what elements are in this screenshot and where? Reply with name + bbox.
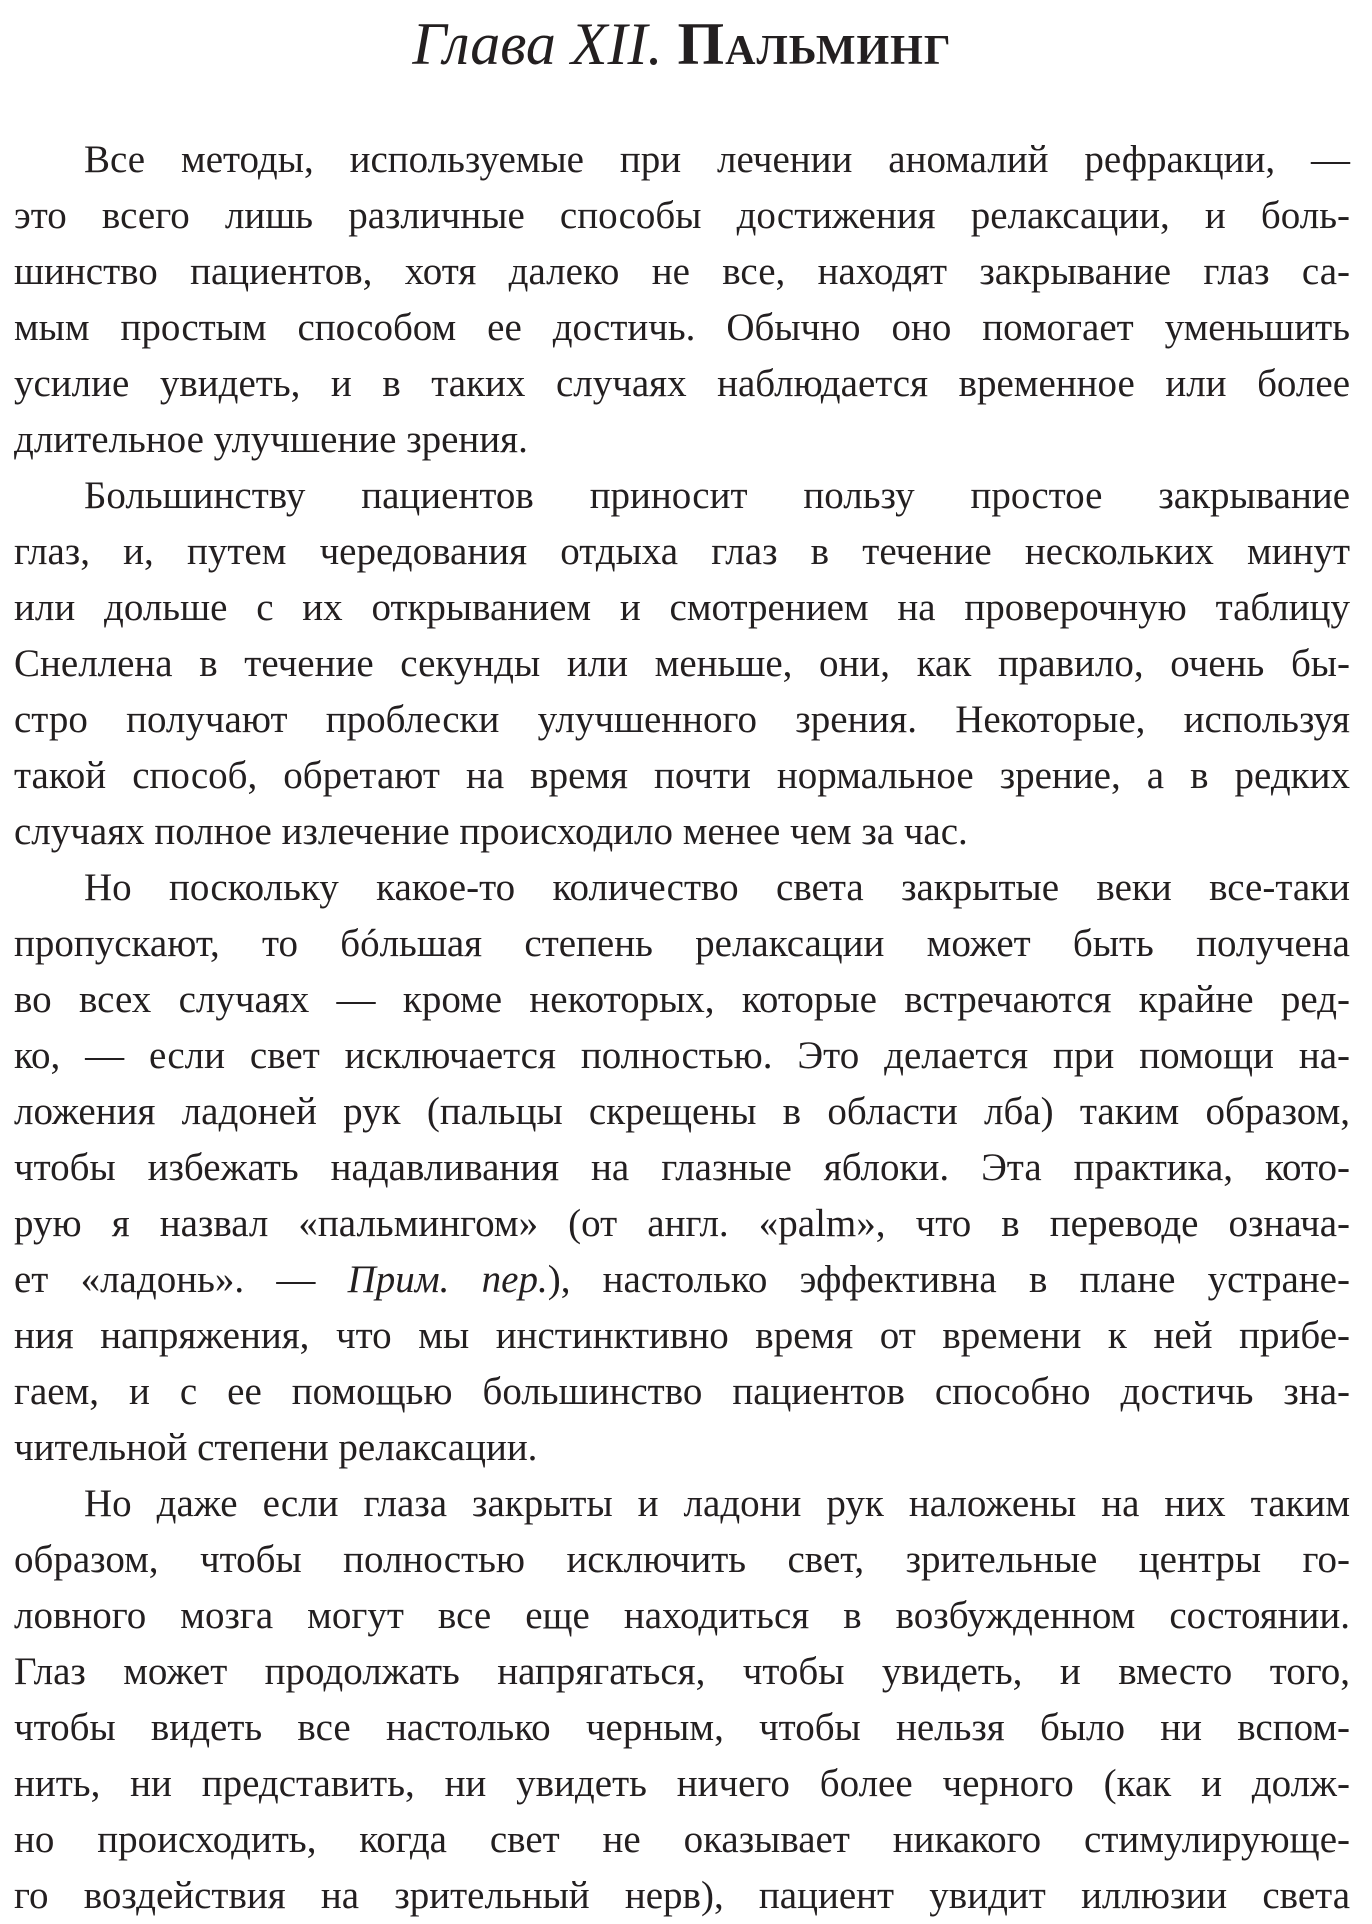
text-line: мым простым способом ее достичь. Обычно оно помогает уменьшить <box>14 306 1350 349</box>
chapter-label: Глава XII. <box>412 11 663 77</box>
text-line: чительной степени релаксации. <box>14 1426 538 1469</box>
text-line: это всего лишь различные способы достижения релаксации, и боль- <box>14 194 1350 237</box>
text-line: стро получают проблески улучшенного зрения. Некоторые, используя <box>14 698 1350 741</box>
note-line-end: ), настолько эффективна в плане устране- <box>547 1258 1350 1301</box>
text-line: ния напряжения, что мы инстинктивно время от времени к ней прибе- <box>14 1314 1350 1357</box>
text-line: случаях полное излечение происходило менее чем за час. <box>14 810 968 853</box>
translator-note: Прим. пер. <box>347 1258 548 1301</box>
text-line: Но поскольку какое-то количество света закрытые веки все-таки <box>84 866 1350 909</box>
text-line: чтобы видеть все настолько черным, чтобы нельзя было ни вспом- <box>14 1706 1350 1749</box>
text-line: Но даже если глаза закрыты и ладони рук наложены на них таким <box>84 1482 1350 1525</box>
text-line: усилие увидеть, и в таких случаях наблюдается временное или более <box>14 362 1350 405</box>
text-line: ко, — если свет исключается полностью. Это делается при помощи на- <box>14 1034 1350 1077</box>
text-line: ложения ладоней рук (пальцы скрещены в области лба) таким образом, <box>14 1090 1350 1133</box>
text-line: Большинству пациентов приносит пользу простое закрывание <box>84 474 1350 517</box>
text-line: нить, ни представить, ни увидеть ничего более черного (как и долж- <box>14 1762 1350 1805</box>
text-line: гаем, и с ее помощью большинство пациентов способно достичь зна- <box>14 1370 1350 1413</box>
paragraph-1 <box>14 132 1350 468</box>
text-line: такой способ, обретают на время почти нормальное зрение, а в редких <box>14 754 1350 797</box>
paragraph-2 <box>14 468 1350 860</box>
chapter-title <box>14 0 1350 92</box>
text-line: ловного мозга могут все еще находиться в возбужденном состоянии. <box>14 1594 1350 1637</box>
text-line: рую я назвал «пальмингом» (от англ. «palm», что в переводе означа- <box>14 1202 1350 1245</box>
text-line: или дольше с их открыванием и смотрением на проверочную таблицу <box>14 586 1350 629</box>
paragraph-3 <box>14 860 1350 1476</box>
text-line: глаз, и, путем чередования отдыха глаз в течение нескольких минут <box>14 530 1350 573</box>
text-line: го воздействия на зрительный нерв), пациент увидит иллюзии света <box>14 1874 1350 1917</box>
body-text <box>14 132 1350 1924</box>
text-line: образом, чтобы полностью исключить свет, зрительные центры го- <box>14 1538 1350 1581</box>
text-line: во всех случаях — кроме некоторых, которые встречаются крайне ред- <box>14 978 1350 1021</box>
paragraph-4 <box>14 1476 1350 1924</box>
text-line: шинство пациентов, хотя далеко не все, находят закрывание глаз са- <box>14 250 1350 293</box>
text-line: Снеллена в течение секунды или меньше, они, как правило, очень бы- <box>14 642 1350 685</box>
note-line-start: ет «ладонь». — <box>14 1258 348 1301</box>
text-line: но происходить, когда свет не оказывает никакого стимулирующе- <box>14 1818 1350 1861</box>
chapter-name: Пальминг <box>677 11 952 77</box>
text-line: длительное улучшение зрения. <box>14 418 528 461</box>
text-line: чтобы избежать надавливания на глазные яблоки. Эта практика, кото- <box>14 1146 1350 1189</box>
text-line-translator-note <box>14 1252 1350 1308</box>
text-line: Глаз может продолжать напрягаться, чтобы увидеть, и вместо того, <box>14 1650 1350 1693</box>
text-line: Все методы, используемые при лечении аномалий рефракции, — <box>84 138 1350 181</box>
text-line: пропускают, то бóльшая степень релаксации может быть получена <box>14 922 1350 965</box>
